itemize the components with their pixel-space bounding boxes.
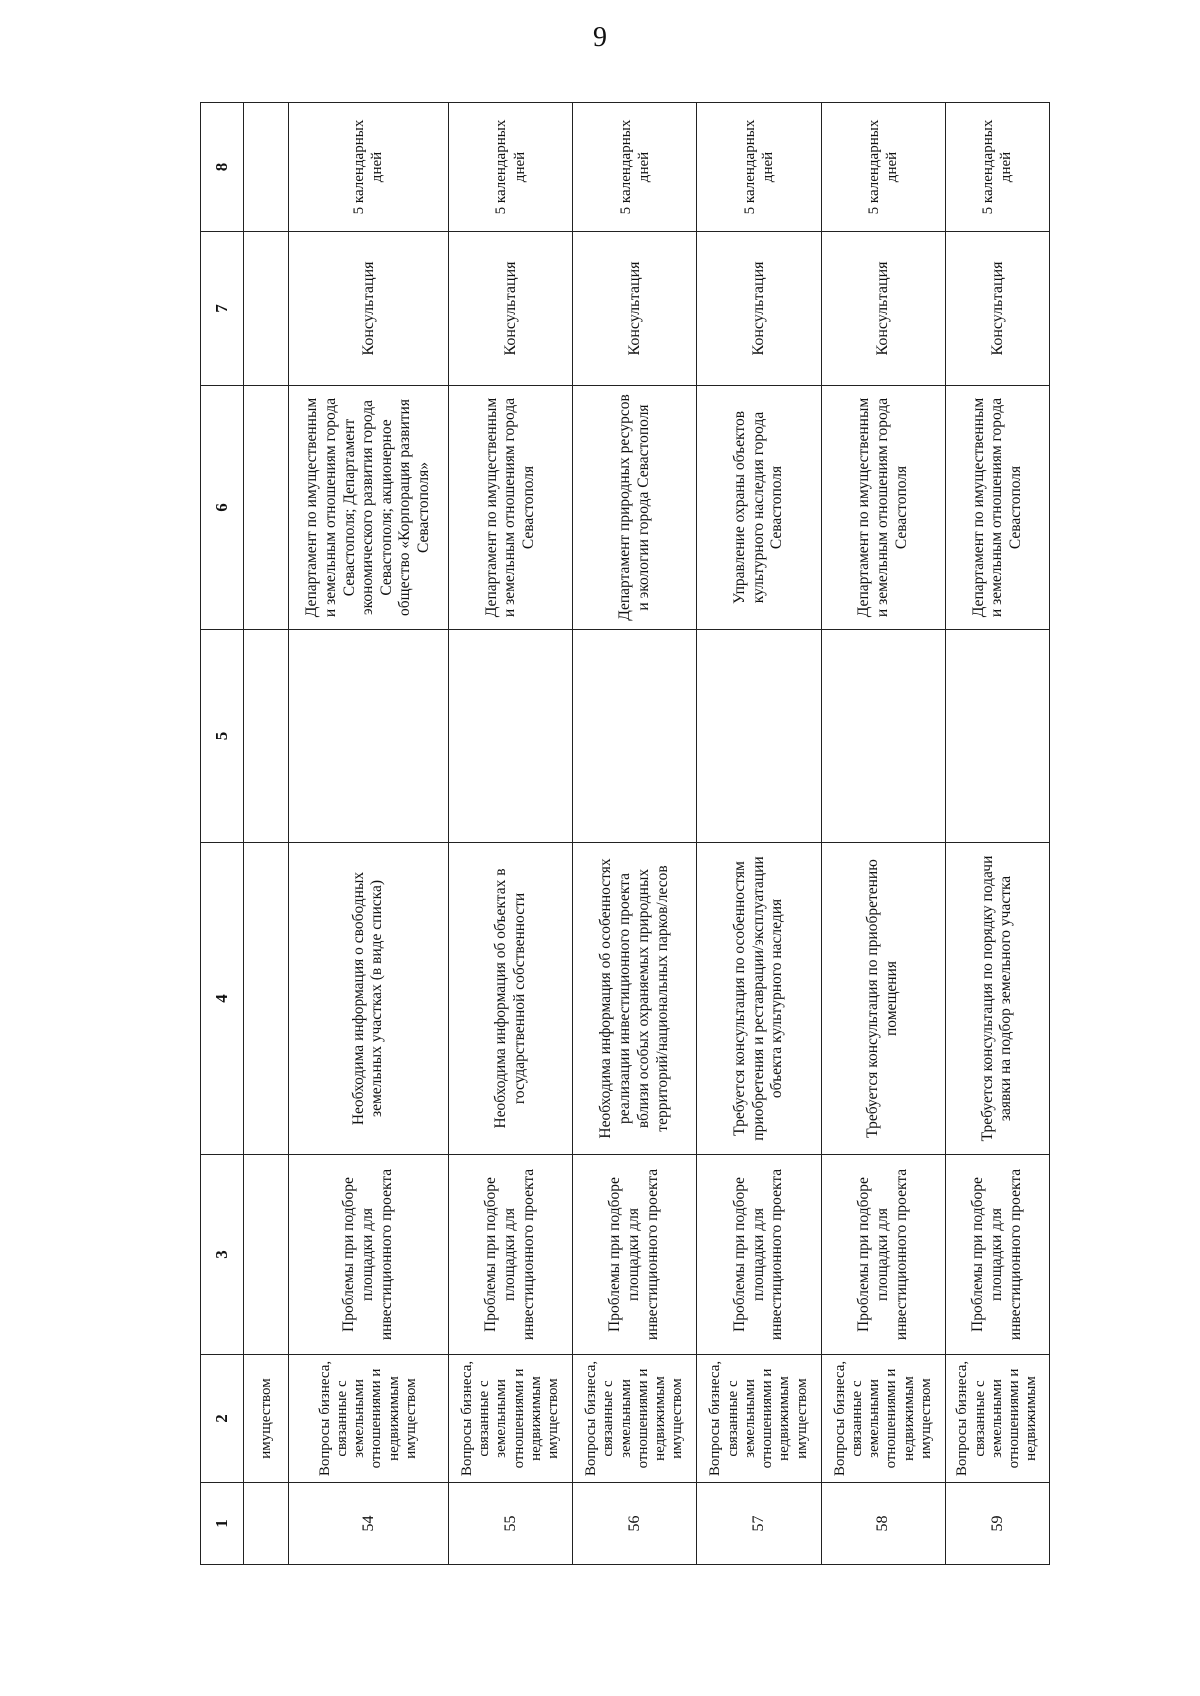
term-cell: 5 календарных дней — [945, 103, 1049, 232]
column-number-row — [201, 103, 244, 1565]
empty-cell — [289, 630, 449, 843]
table-cell — [244, 630, 289, 843]
problem-cell: Проблемы при подборе площадки для инвестиционного проекта — [945, 1155, 1049, 1355]
column-number: 3 — [201, 1155, 244, 1355]
table-cell — [244, 1155, 289, 1355]
table-body — [201, 103, 1050, 1565]
empty-cell — [945, 630, 1049, 843]
page-number: 9 — [593, 22, 607, 53]
topic-cell: Вопросы бизнеса, связанные с земельными отношениями и недвижимым имуществом — [697, 1355, 821, 1483]
continuation-row — [244, 103, 289, 1565]
problem-cell: Проблемы при подборе площадки для инвестиционного проекта — [573, 1155, 697, 1355]
empty-cell — [448, 630, 572, 843]
form-cell: Консультация — [573, 232, 697, 386]
row-number-cell: 57 — [697, 1483, 821, 1565]
executor-cell: Департамент природных ресурсов и экологии города Севастополя — [573, 386, 697, 630]
term-cell: 5 календарных дней — [448, 103, 572, 232]
problem-cell: Проблемы при подборе площадки для инвестиционного проекта — [697, 1155, 821, 1355]
form-cell: Консультация — [289, 232, 449, 386]
column-number: 5 — [201, 630, 244, 843]
form-cell: Консультация — [697, 232, 821, 386]
table-cell — [244, 843, 289, 1155]
description-cell: Необходима информация об объектах в государственной собственности — [448, 843, 572, 1155]
term-cell: 5 календарных дней — [697, 103, 821, 232]
term-cell: 5 календарных дней — [821, 103, 945, 232]
table-row — [945, 103, 1049, 1565]
table-cell — [244, 1483, 289, 1565]
executor-cell: Департамент по имущественным и земельным отношениям города Севастополя; Департамент экономического развития города Севастополя; акционерное общество «Корпорация развития Севастополя» — [289, 386, 449, 630]
executor-cell: Управление охраны объектов культурного наследия города Севастополя — [697, 386, 821, 630]
description-cell: Необходима информация об особенностях реализации инвестиционного проекта вблизи особых охраняемых природных территорий/национальных парков/лесов — [573, 843, 697, 1155]
topic-cell: Вопросы бизнеса, связанные с земельными отношениями и недвижимым имуществом — [448, 1355, 572, 1483]
table-row — [289, 103, 449, 1565]
empty-cell — [821, 630, 945, 843]
row-number-cell: 55 — [448, 1483, 572, 1565]
column-number: 7 — [201, 232, 244, 386]
column-number: 4 — [201, 843, 244, 1155]
topic-cell: Вопросы бизнеса, связанные с земельными отношениями и недвижимым имуществом — [821, 1355, 945, 1483]
empty-cell — [697, 630, 821, 843]
executor-cell: Департамент по имущественным и земельным отношениям города Севастополя — [945, 386, 1049, 630]
table-row — [573, 103, 697, 1565]
row-number-cell: 54 — [289, 1483, 449, 1565]
executor-cell: Департамент по имущественным и земельным отношениям города Севастополя — [821, 386, 945, 630]
description-cell: Требуется консультация по особенностям приобретения и реставрации/эксплуатации объекта культурного наследия — [697, 843, 821, 1155]
term-cell: 5 календарных дней — [289, 103, 449, 232]
row-number-cell: 56 — [573, 1483, 697, 1565]
column-number: 1 — [201, 1483, 244, 1565]
problem-cell: Проблемы при подборе площадки для инвестиционного проекта — [289, 1155, 449, 1355]
rotated-table-wrapper — [200, 103, 1050, 1565]
table-cell: имуществом — [244, 1355, 289, 1483]
form-cell: Консультация — [821, 232, 945, 386]
table-cell — [244, 386, 289, 630]
table-cell — [244, 103, 289, 232]
form-cell: Консультация — [945, 232, 1049, 386]
topic-cell: Вопросы бизнеса, связанные с земельными отношениями и недвижимым — [945, 1355, 1049, 1483]
empty-cell — [573, 630, 697, 843]
row-number-cell: 58 — [821, 1483, 945, 1565]
executor-cell: Департамент по имущественным и земельным отношениям города Севастополя — [448, 386, 572, 630]
row-number-cell: 59 — [945, 1483, 1049, 1565]
problem-cell: Проблемы при подборе площадки для инвестиционного проекта — [821, 1155, 945, 1355]
table-row — [697, 103, 821, 1565]
column-number: 6 — [201, 386, 244, 630]
column-number: 2 — [201, 1355, 244, 1483]
topic-cell: Вопросы бизнеса, связанные с земельными отношениями и недвижимым имуществом — [289, 1355, 449, 1483]
form-cell: Консультация — [448, 232, 572, 386]
description-cell: Требуется консультация по приобретению помещения — [821, 843, 945, 1155]
table-cell — [244, 232, 289, 386]
description-cell: Необходима информация о свободных земельных участках (в виде списка) — [289, 843, 449, 1155]
topic-cell: Вопросы бизнеса, связанные с земельными отношениями и недвижимым имуществом — [573, 1355, 697, 1483]
table-row — [448, 103, 572, 1565]
problem-cell: Проблемы при подборе площадки для инвестиционного проекта — [448, 1155, 572, 1355]
services-table — [200, 102, 1050, 1565]
term-cell: 5 календарных дней — [573, 103, 697, 232]
description-cell: Требуется консультация по порядку подачи заявки на подбор земельного участка — [945, 843, 1049, 1155]
column-number: 8 — [201, 103, 244, 232]
table-row — [821, 103, 945, 1565]
